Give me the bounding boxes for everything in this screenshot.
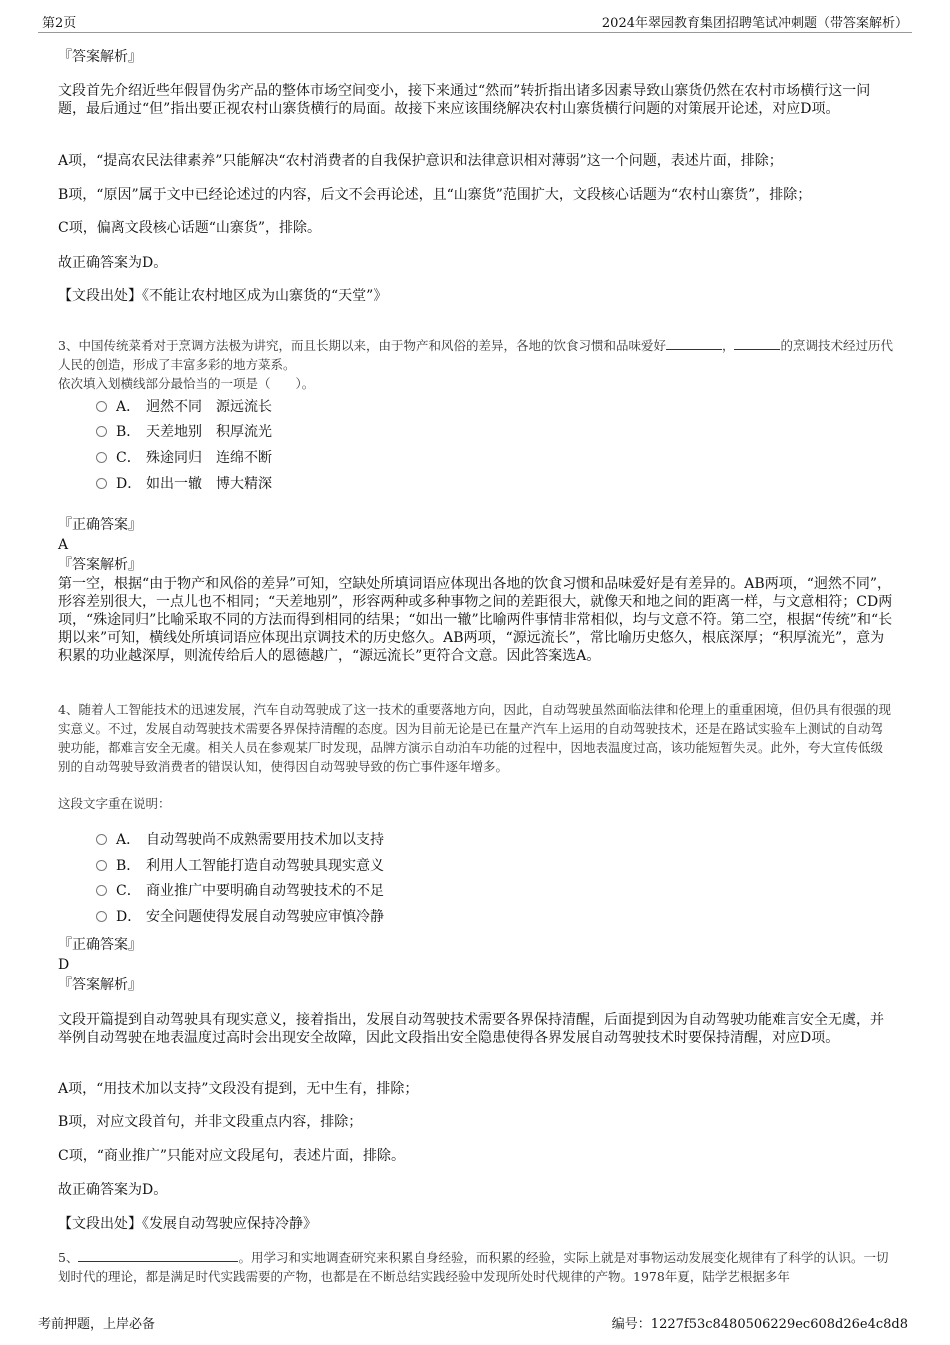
- q3-stem-part1: 3、中国传统菜肴对于烹调方法极为讲究，而且长期以来，由于物产和风俗的差异，各地的饮食习惯和品味爱好: [58, 338, 666, 353]
- q3-correct-answer: A: [58, 537, 69, 553]
- q2-option-b-explain: B项，“原因”属于文中已经论述过的内容，后文不会再论述，且“山寨货”范围扩大，文段核心话题为“农村山寨货”，排除；: [58, 187, 812, 203]
- option-letter: D．: [116, 909, 142, 925]
- q4-option-b[interactable]: [96, 857, 384, 875]
- q4-correct-label: 『正确答案』: [58, 937, 142, 953]
- q4-option-b-explain: B项，对应文段首句，并非文段重点内容，排除；: [58, 1114, 363, 1130]
- q3-prompt: 依次填入划横线部分最恰当的一项是（ ）。: [58, 376, 315, 391]
- q3-blank-2: [734, 337, 780, 350]
- q3-option-c[interactable]: [96, 449, 272, 467]
- q3-option-a[interactable]: [96, 398, 272, 416]
- option-text: 安全问题使得发展自动驾驶应审慎冷静: [146, 909, 384, 925]
- q3-stem-comma: ，: [721, 338, 735, 353]
- radio-icon[interactable]: [96, 834, 107, 845]
- footer-slogan: 考前押题，上岸必备: [38, 1317, 156, 1332]
- option-letter: B．: [116, 424, 141, 440]
- radio-icon[interactable]: [96, 885, 107, 896]
- radio-icon[interactable]: [96, 860, 107, 871]
- q2-option-a-explain: A项，“提高农民法律素养”只能解决“农村消费者的自我保护意识和法律意识相对薄弱”这一个问题，表述片面，排除；: [58, 153, 783, 169]
- q4-option-a-explain: A项，“用技术加以支持”文段没有提到，无中生有，排除；: [58, 1081, 419, 1097]
- radio-icon[interactable]: [96, 911, 107, 922]
- q3-analysis: 第一空，根据“由于物产和风俗的差异”可知，空缺处所填词语应体现出各地的饮食习惯和品味爱好是有差异的。AB两项，“迥然不同”，形容差别很大，一点儿也不相同；“天差地别”，形容两种或多种事物之间的差距很大，就像天和地之间的距离一样，与文意相符；CD两项，“殊途同归”比喻采取不同的方法而得到相同的结果；“如出一辙”比喻两件事情非常相似，均与文意不符。第二空，根据“传统”和“长期以来”可知，横线处所填词语应体现出京调技术的历史悠久。AB两项，“源远流长”，常比喻历史悠久，根底深厚；“积厚流光”，意为积累的功业越深厚，则流传给后人的恩德越广，“源远流长”更符合文意。因此答案选A。: [58, 576, 893, 664]
- q2-analysis-label: 『答案解析』: [58, 49, 142, 65]
- page-footer: [38, 1313, 912, 1332]
- q4-option-c[interactable]: [96, 882, 384, 900]
- q5-stem: [58, 1248, 894, 1286]
- q5-blank: [78, 1249, 238, 1262]
- option-letter: B．: [116, 858, 141, 874]
- q4-option-a[interactable]: [96, 831, 384, 849]
- q3-correct-label: 『正确答案』: [58, 517, 142, 533]
- q2-option-c-explain: C项，偏离文段核心话题“山寨货”，排除。: [58, 220, 322, 236]
- page-header: [38, 10, 912, 33]
- q4-option-c-explain: C项，“商业推广”只能对应文段尾句，表述片面，排除。: [58, 1148, 406, 1164]
- option-text: 迥然不同 源远流长: [146, 399, 272, 415]
- option-text: 商业推广中要明确自动驾驶技术的不足: [146, 883, 384, 899]
- q4-option-d[interactable]: [96, 908, 384, 926]
- q4-analysis-label: 『答案解析』: [58, 977, 142, 993]
- q4-source: 【文段出处】《发展自动驾驶应保持冷静》: [58, 1216, 317, 1232]
- q3-stem: [58, 336, 894, 374]
- radio-icon[interactable]: [96, 426, 107, 437]
- q3-blank-1: [666, 337, 722, 350]
- option-text: 天差地别 积厚流光: [146, 424, 272, 440]
- option-text: 如出一辙 博大精深: [146, 476, 272, 492]
- page-number: 第2页: [42, 16, 77, 31]
- q4-correct-answer: D: [58, 957, 70, 973]
- option-letter: C．: [116, 883, 141, 899]
- q3-option-d[interactable]: [96, 475, 272, 493]
- q3-stem-part2: 的烹调技术经过历代人民的创造，形成了丰富多彩的地方菜系。: [58, 338, 893, 372]
- option-letter: D．: [116, 476, 142, 492]
- q4-stem: 4、随着人工智能技术的迅速发展，汽车自动驾驶成了这一技术的重要落地方向，因此，自动驾驶虽然面临法律和伦理上的重重困境，但仍具有很强的现实意义。不过，发展自动驾驶技术需要各界保持清醒的态度。因为目前无论是已在量产汽车上运用的自动驾驶技术，还是在路试实验车上测试的自动驾驶功能，都难言安全无虞。相关人员在参观某厂时发现，品牌方演示自动泊车功能的过程中，因地表温度过高，该功能短暂失灵。此外，夸大宣传低级别的自动驾驶导致消费者的错误认知，使得因自动驾驶导致的伤亡事件逐年增多。: [58, 702, 891, 774]
- option-letter: C．: [116, 450, 141, 466]
- q4-conclusion: 故正确答案为D。: [58, 1182, 168, 1198]
- q5-stem-text: 。用学习和实地调查研究来积累自身经验，而积累的经验，实际上就是对事物运动发展变化规律有了科学的认识。一切划时代的理论，都是满足时代实践需要的产物，也都是在不断总结实践经验中发现所处时代规律的产物。1978年夏，陆学艺根据多年: [58, 1250, 889, 1284]
- document-title: 2024年翠园教育集团招聘笔试冲刺题（带答案解析）: [601, 16, 908, 31]
- q2-analysis-para: 文段首先介绍近些年假冒伪劣产品的整体市场空间变小，接下来通过“然而”转折指出诸多因素导致山寨货仍然在农村市场横行这一问题，最后通过“但”指出要正视农村山寨货横行的局面。故接下来应该围绕解决农村山寨货横行问题的对策展开论述，对应D项。: [58, 83, 871, 117]
- radio-icon[interactable]: [96, 452, 107, 463]
- radio-icon[interactable]: [96, 478, 107, 489]
- option-letter: A．: [116, 832, 141, 848]
- document-code: 编号：1227f53c8480506229ec608d26e4c8d8: [611, 1317, 908, 1332]
- option-letter: A．: [116, 399, 141, 415]
- q3-analysis-label: 『答案解析』: [58, 557, 142, 573]
- q5-number: 5、: [58, 1250, 79, 1265]
- q4-analysis-para: 文段开篇提到自动驾驶具有现实意义，接着指出，发展自动驾驶技术需要各界保持清醒，后面提到因为自动驾驶功能难言安全无虞，并举例自动驾驶在地表温度过高时会出现安全故障，因此文段指出安全隐患使得各界发展自动驾驶技术时要保持清醒，对应D项。: [58, 1012, 884, 1046]
- option-text: 殊途同归 连绵不断: [146, 450, 272, 466]
- option-text: 利用人工智能打造自动驾驶具现实意义: [146, 858, 384, 874]
- q4-prompt: 这段文字重在说明：: [58, 796, 171, 811]
- option-text: 自动驾驶尚不成熟需要用技术加以支持: [146, 832, 384, 848]
- q3-option-b[interactable]: [96, 423, 272, 441]
- radio-icon[interactable]: [96, 401, 107, 412]
- q2-source: 【文段出处】《不能让农村地区成为山寨货的“天堂”》: [58, 288, 388, 304]
- q2-conclusion: 故正确答案为D。: [58, 255, 168, 271]
